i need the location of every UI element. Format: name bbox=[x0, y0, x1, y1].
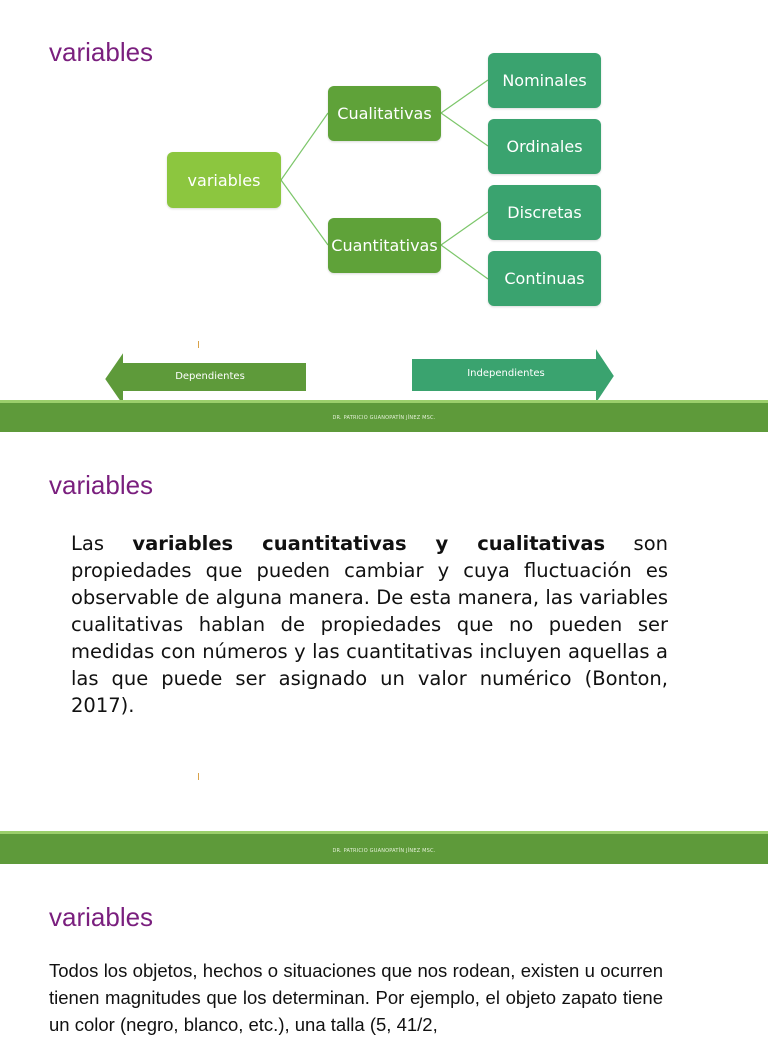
ordinal-node-label: Ordinales bbox=[506, 137, 583, 156]
footer-text: DR. PATRICIO GUANOPATÍN JÍNEZ MSC. bbox=[332, 415, 436, 421]
slide-3 bbox=[0, 864, 768, 1035]
discrete-node bbox=[488, 185, 601, 240]
root-node-label: variables bbox=[187, 170, 261, 190]
paragraph-rest: son propiedades que pueden cambiar y cuya fluctuación es observable de alguna manera. De esta manera, las variables cualitativas hablan de propiedades que no pueden ser medidas con números y las cuantitativas incluyen aquellas a las que puede ser asignado un valor numérico (Bonton, 2017). bbox=[71, 532, 669, 717]
quantitative-node bbox=[328, 218, 441, 273]
qualitative-node bbox=[328, 86, 441, 141]
definition-paragraph bbox=[71, 530, 668, 719]
left-arrow-label: Dependientes bbox=[175, 371, 245, 382]
slide-2 bbox=[0, 432, 768, 864]
tick-mark bbox=[198, 773, 199, 780]
root-node bbox=[167, 152, 281, 208]
ordinal-node bbox=[488, 119, 601, 174]
slide-title: variables bbox=[49, 470, 154, 500]
footer-text: DR. PATRICIO GUANOPATÍN JÍNEZ MSC. bbox=[332, 848, 436, 854]
quantitative-node-label: Cuantitativas bbox=[331, 236, 438, 255]
right-arrow-label: Independientes bbox=[467, 368, 545, 379]
continuous-node-label: Continuas bbox=[504, 269, 585, 288]
continuous-node bbox=[488, 251, 601, 306]
slide-title: variables bbox=[49, 902, 154, 932]
paragraph-bold: variables cuantitativas y cualitativas bbox=[132, 532, 606, 555]
nominal-node-label: Nominales bbox=[502, 71, 587, 90]
slide-1 bbox=[0, 0, 768, 432]
slide-title: variables bbox=[49, 37, 154, 67]
intro-paragraph: Todos los objetos, hechos o situaciones que nos rodean, existen u ocurren tienen magnitudes que los determinan. Por ejemplo, el objeto zapato tiene un color (negro, blanco, etc.), una talla (5, 41/2, bbox=[49, 960, 663, 1035]
paragraph-start: Las bbox=[71, 532, 133, 555]
qualitative-node-label: Cualitativas bbox=[337, 104, 432, 123]
discrete-node-label: Discretas bbox=[507, 203, 582, 222]
tick-mark bbox=[198, 341, 199, 348]
nominal-node bbox=[488, 53, 601, 108]
